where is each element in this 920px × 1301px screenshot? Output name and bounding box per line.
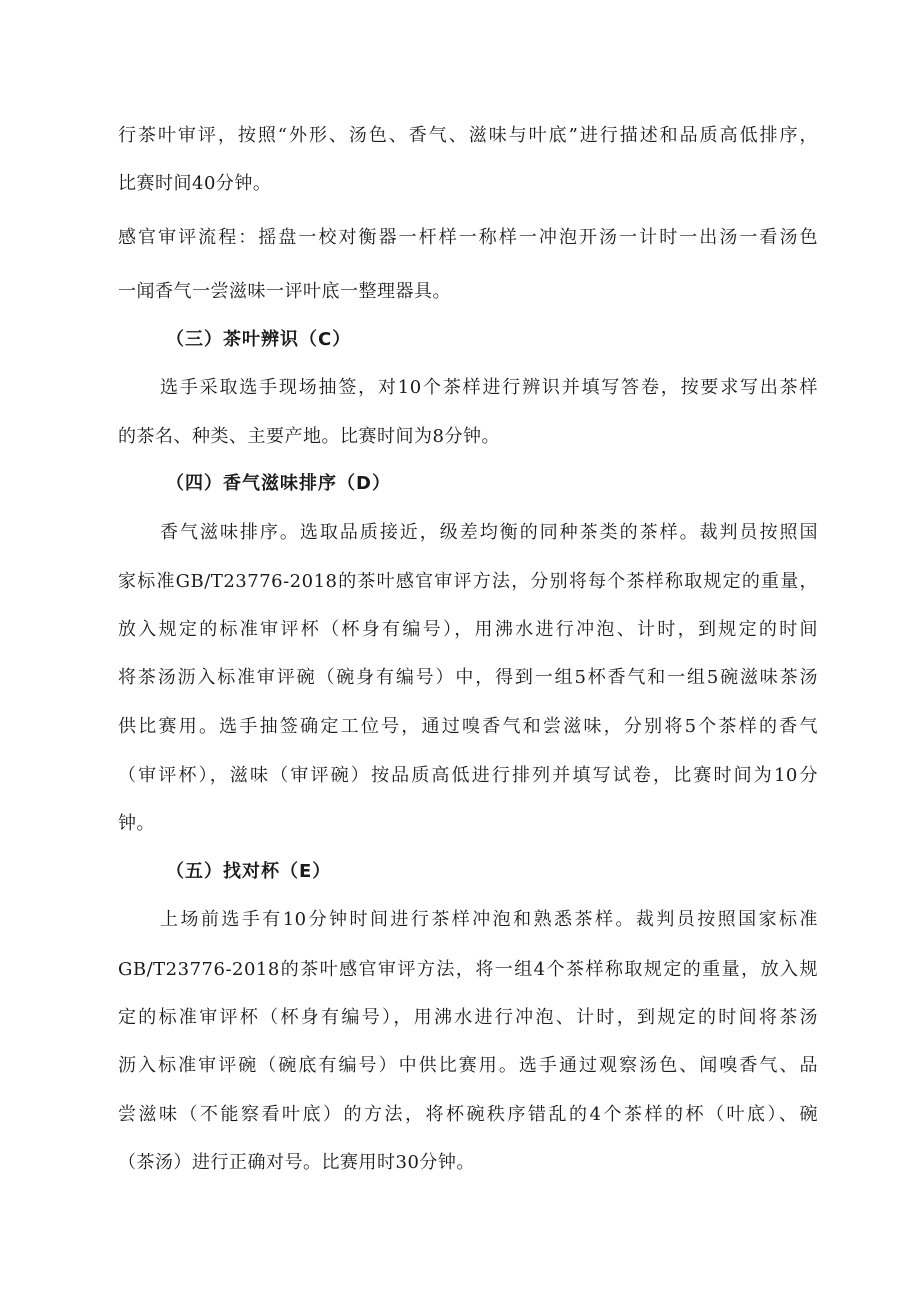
text-line: 一闻香气一尝滋味一评叶底一整理器具。 bbox=[118, 281, 451, 302]
text-line: 将茶汤沥入标准审评碗（碗身有编号）中，得到一组5杯香气和一组5碗滋味茶汤 bbox=[118, 667, 818, 688]
text-line: 行茶叶审评，按照“外形、汤色、香气、滋味与叶底”进行描述和品质高低排序， bbox=[118, 125, 818, 146]
text-line: 放入规定的标准审评杯（杯身有编号），用沸水进行冲泡、计时，到规定的时间 bbox=[118, 619, 818, 640]
text-line: 感官审评流程：摇盘一校对衡器一杆样一称样一冲泡开汤一计时一出汤一看汤色 bbox=[118, 227, 818, 248]
text-line: 沥入标准审评碗（碗底有编号）中供比赛用。选手通过观察汤色、闻嗅香气、品 bbox=[118, 1055, 818, 1076]
section-heading-e: （五）找对杯（E） bbox=[166, 861, 332, 882]
text-line: （茶汤）进行正确对号。比赛用时30分钟。 bbox=[118, 1152, 475, 1173]
text-line: 香气滋味排序。选取品质接近，级差均衡的同种茶类的茶样。裁判员按照国 bbox=[160, 522, 818, 543]
section-heading-c: （三）茶叶辨识（C） bbox=[166, 329, 352, 350]
text-line: 定的标准审评杯（杯身有编号），用沸水进行冲泡、计时，到规定的时间将茶汤 bbox=[118, 1007, 818, 1028]
text-line: 比赛时间40分钟。 bbox=[118, 173, 272, 194]
text-line: （审评杯），滋味（审评碗）按品质高低进行排列并填写试卷，比赛时间为10分 bbox=[118, 765, 818, 786]
text-line: 的茶名、种类、主要产地。比赛时间为8分钟。 bbox=[118, 426, 500, 447]
text-line: 尝滋味（不能察看叶底）的方法，将杯碗秩序错乱的4个茶样的杯（叶底）、碗 bbox=[118, 1104, 818, 1125]
text-line: 上场前选手有10分钟时间进行茶样冲泡和熟悉茶样。裁判员按照国家标准 bbox=[160, 909, 818, 930]
text-line: 选手采取选手现场抽签，对10个茶样进行辨识并填写答卷，按要求写出茶样 bbox=[160, 377, 818, 398]
section-heading-d: （四）香气滋味排序（D） bbox=[166, 473, 391, 494]
text-line: GB/T23776-2018的茶叶感官审评方法，将一组4个茶样称取规定的重量，放入规 bbox=[118, 959, 818, 980]
text-line: 家标准GB/T23776-2018的茶叶感官审评方法，分别将每个茶样称取规定的重量， bbox=[118, 571, 818, 592]
text-line: 钟。 bbox=[118, 813, 155, 834]
text-line: 供比赛用。选手抽签确定工位号，通过嗅香气和尝滋味，分别将5个茶样的香气 bbox=[118, 716, 818, 737]
